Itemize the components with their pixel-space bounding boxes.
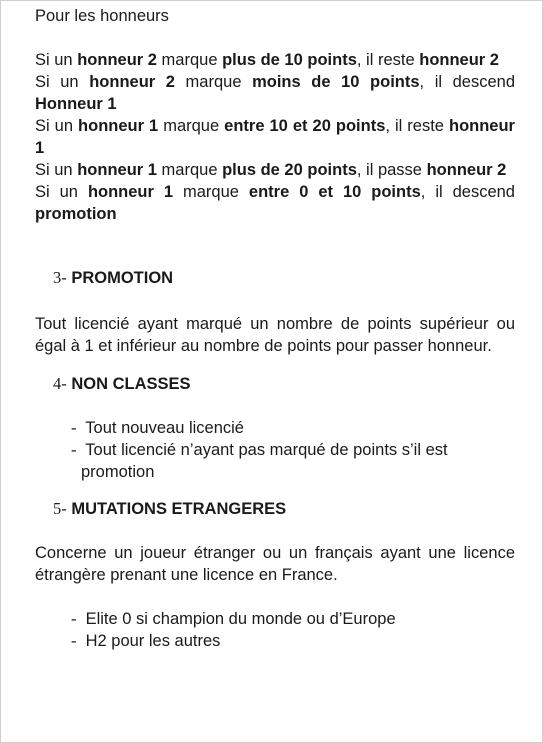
rule-emphasis: honneur 2 [89,73,175,91]
list-item [35,608,515,630]
rule-paragraph [35,181,515,225]
section-3-number: 3- [53,268,67,287]
rule-paragraph [35,71,515,115]
bullet-dash: - [71,440,77,459]
list-item [35,417,515,439]
bullet-dash: - [71,609,77,628]
section-5-title [35,498,515,520]
section-4-label: NON CLASSES [71,375,191,393]
rule-text: marque [158,117,225,135]
spacer [35,357,515,373]
spacer [35,225,515,267]
rule-text: , il reste [356,51,420,69]
rule-emphasis: plus de 20 points [222,161,357,179]
rule-text: marque [174,73,253,91]
list-item-text: Tout nouveau licencié [85,419,244,437]
rule-text: , il descend [419,73,516,91]
rule-text: marque [156,161,223,179]
rule-emphasis: Honneur 1 [35,95,117,113]
rule-emphasis: honneur 2 [426,161,507,179]
section-5-label: MUTATIONS ETRANGERES [71,500,287,518]
document-body [35,5,515,652]
list-item [35,439,515,483]
spacer [35,27,515,49]
rule-text: Si un [35,161,78,179]
section-3-label: PROMOTION [71,269,174,287]
list-item [35,630,515,652]
section-5-list [35,608,515,652]
honneurs-heading: Pour les honneurs [35,7,169,25]
list-item-text: H2 pour les autres [85,632,221,650]
rule-text: , il passe [356,161,427,179]
rule-text: Si un [35,51,78,69]
bullet-dash: - [71,418,77,437]
rule-text: Si un [35,117,79,135]
rule-emphasis: honneur 1 [77,161,157,179]
rule-text: , il reste [385,117,449,135]
section-4-number: 4- [53,374,67,393]
list-item-text: Tout licencié n’ayant pas marqué de points s’il est promotion [81,441,448,481]
spacer [35,586,515,608]
spacer [35,483,515,498]
section-3-title [35,267,515,289]
section-4-title [35,373,515,395]
list-item-text: Elite 0 si champion du monde ou d’Europe [85,610,396,628]
rule-emphasis: honneur 2 [419,51,499,69]
rule-text: Si un [35,183,88,201]
section-3-body: Tout licencié ayant marqué un nombre de points supérieur ou égal à 1 et inférieur au nombre de points pour passer honneur. [35,315,515,355]
rule-text: Si un [35,73,90,91]
rule-emphasis: promotion [35,205,117,223]
rule-paragraph [35,115,515,159]
rule-paragraph [35,159,515,181]
spacer [35,395,515,417]
rule-emphasis: honneur 1 [87,183,174,201]
rule-emphasis: entre 10 et 20 points [224,117,386,135]
honneurs-rules [35,49,515,225]
rule-text: marque [173,183,249,201]
spacer [35,289,515,313]
rule-emphasis: moins de 10 points [252,73,420,91]
rule-emphasis: honneur 2 [77,51,157,69]
section-5-body: Concerne un joueur étranger ou un français ayant une licence étrangère prenant une licence en France. [35,544,515,584]
rule-emphasis: entre 0 et 10 points [248,183,421,201]
rule-text: , il descend [420,183,515,201]
rule-paragraph [35,49,515,71]
bullet-dash: - [71,631,77,650]
rule-text: marque [156,51,223,69]
section-4-list [35,417,515,483]
rule-emphasis: honneur 1 [78,117,159,135]
spacer [35,520,515,542]
rule-emphasis: plus de 10 points [222,51,357,69]
section-5-number: 5- [53,499,67,518]
rule-emphasis: honneur 1 [35,117,515,157]
